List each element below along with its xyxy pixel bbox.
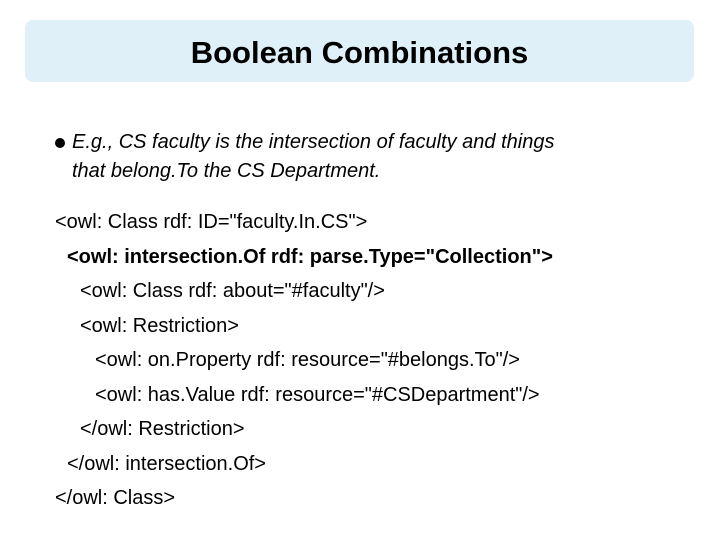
bullet-text-line-1: E.g., CS faculty is the intersection of faculty and things bbox=[72, 131, 555, 153]
code-line-intersection-close: </owl: intersection.Of> bbox=[67, 452, 266, 475]
code-line-class-close: </owl: Class> bbox=[55, 487, 176, 509]
code-line-has-value: <owl: has.Value rdf: resource="#CSDepartment"/> bbox=[95, 383, 540, 406]
code-line-class-open: <owl: Class rdf: ID="faculty.In.CS"> bbox=[55, 211, 368, 233]
bullet-text-line-2: that belong.To the CS Department. bbox=[72, 160, 381, 182]
slide-title: Boolean Combinations bbox=[190, 35, 529, 70]
bullet-point bbox=[55, 128, 695, 186]
bullet-dot-icon bbox=[55, 138, 65, 148]
code-line-restriction-open: <owl: Restriction> bbox=[80, 314, 239, 337]
code-line-intersection-open: <owl: intersection.Of rdf: parse.Type="Collection"> bbox=[67, 245, 553, 268]
title-banner bbox=[25, 20, 694, 82]
code-line-class-about: <owl: Class rdf: about="#faculty"/> bbox=[80, 280, 385, 302]
code-line-on-property: <owl: on.Property rdf: resource="#belongs.To"/> bbox=[95, 349, 520, 371]
owl-code-block bbox=[55, 205, 715, 516]
code-line-restriction-close: </owl: Restriction> bbox=[80, 418, 245, 440]
